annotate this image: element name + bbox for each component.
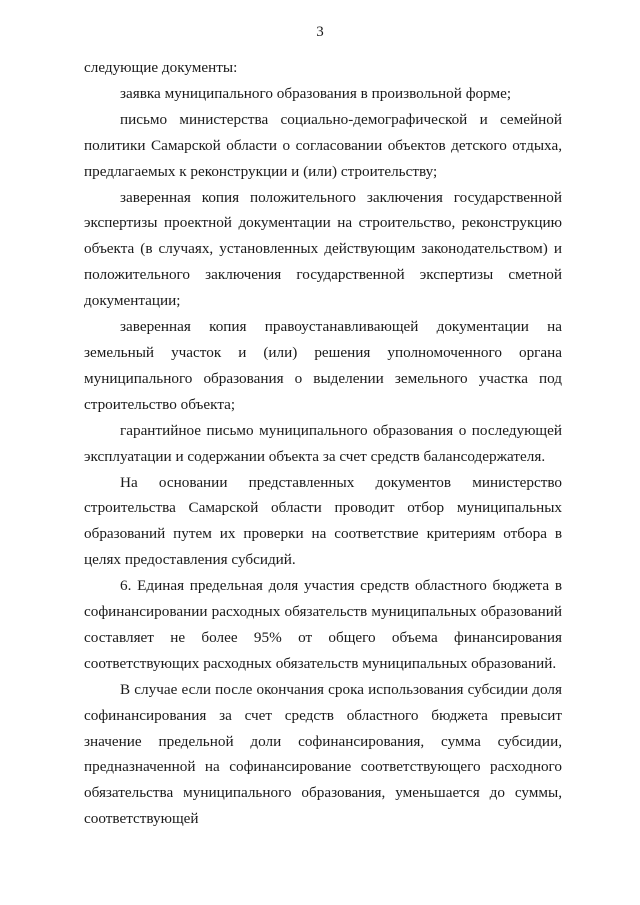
paragraph-subsidy-reduction: В случае если после окончания срока использования субсидии доля софинансирования за счет средств областного бюджета превысит значение предельной доли софинансирования, сумма субсидии, предназначенной на софинансирование соответствующего расходного обязательства муниципального образования, уменьшается до суммы, соответствующей bbox=[84, 680, 562, 828]
page-number: 3 bbox=[316, 24, 324, 40]
paragraph-cofinancing-share: 6. Единая предельная доля участия средств областного бюджета в софинансировании расходных обязательств муниципальных образований составляет не более 95% от общего объема финансирования соответствующих расходных обязательств муниципальных образований. bbox=[84, 577, 562, 672]
paragraph-selection: На основании представленных документов министерство строительства Самарской области проводит отбор муниципальных образований путем их проверки на соответствие критериям отбора в целях предоставления субсидий. bbox=[84, 473, 562, 569]
paragraph-ministry-letter: письмо министерства социально-демографической и семейной политики Самарской области о согласовании объектов детского отдыха, предлагаемых к реконструкции и (или) строительству; bbox=[84, 110, 562, 180]
document-body bbox=[84, 55, 562, 832]
paragraph-expertise-copy: заверенная копия положительного заключения государственной экспертизы проектной документации на строительство, реконструкцию объекта (в случаях, установленных действующим законодательством) и положительного заключения государственной экспертизы сметной документации; bbox=[84, 188, 562, 310]
paragraph-documents-intro: следующие документы: bbox=[84, 59, 238, 76]
paragraph-title-documents: заверенная копия правоустанавливающей документации на земельный участок и (или) решения уполномоченного органа муниципального образования о выделении земельного участка под строительство объекта; bbox=[84, 318, 562, 413]
paragraph-application: заявка муниципального образования в произвольной форме; bbox=[120, 84, 512, 102]
paragraph-guarantee-letter: гарантийное письмо муниципального образования о последующей эксплуатации и содержании объекта за счет средств балансодержателя. bbox=[84, 421, 562, 465]
